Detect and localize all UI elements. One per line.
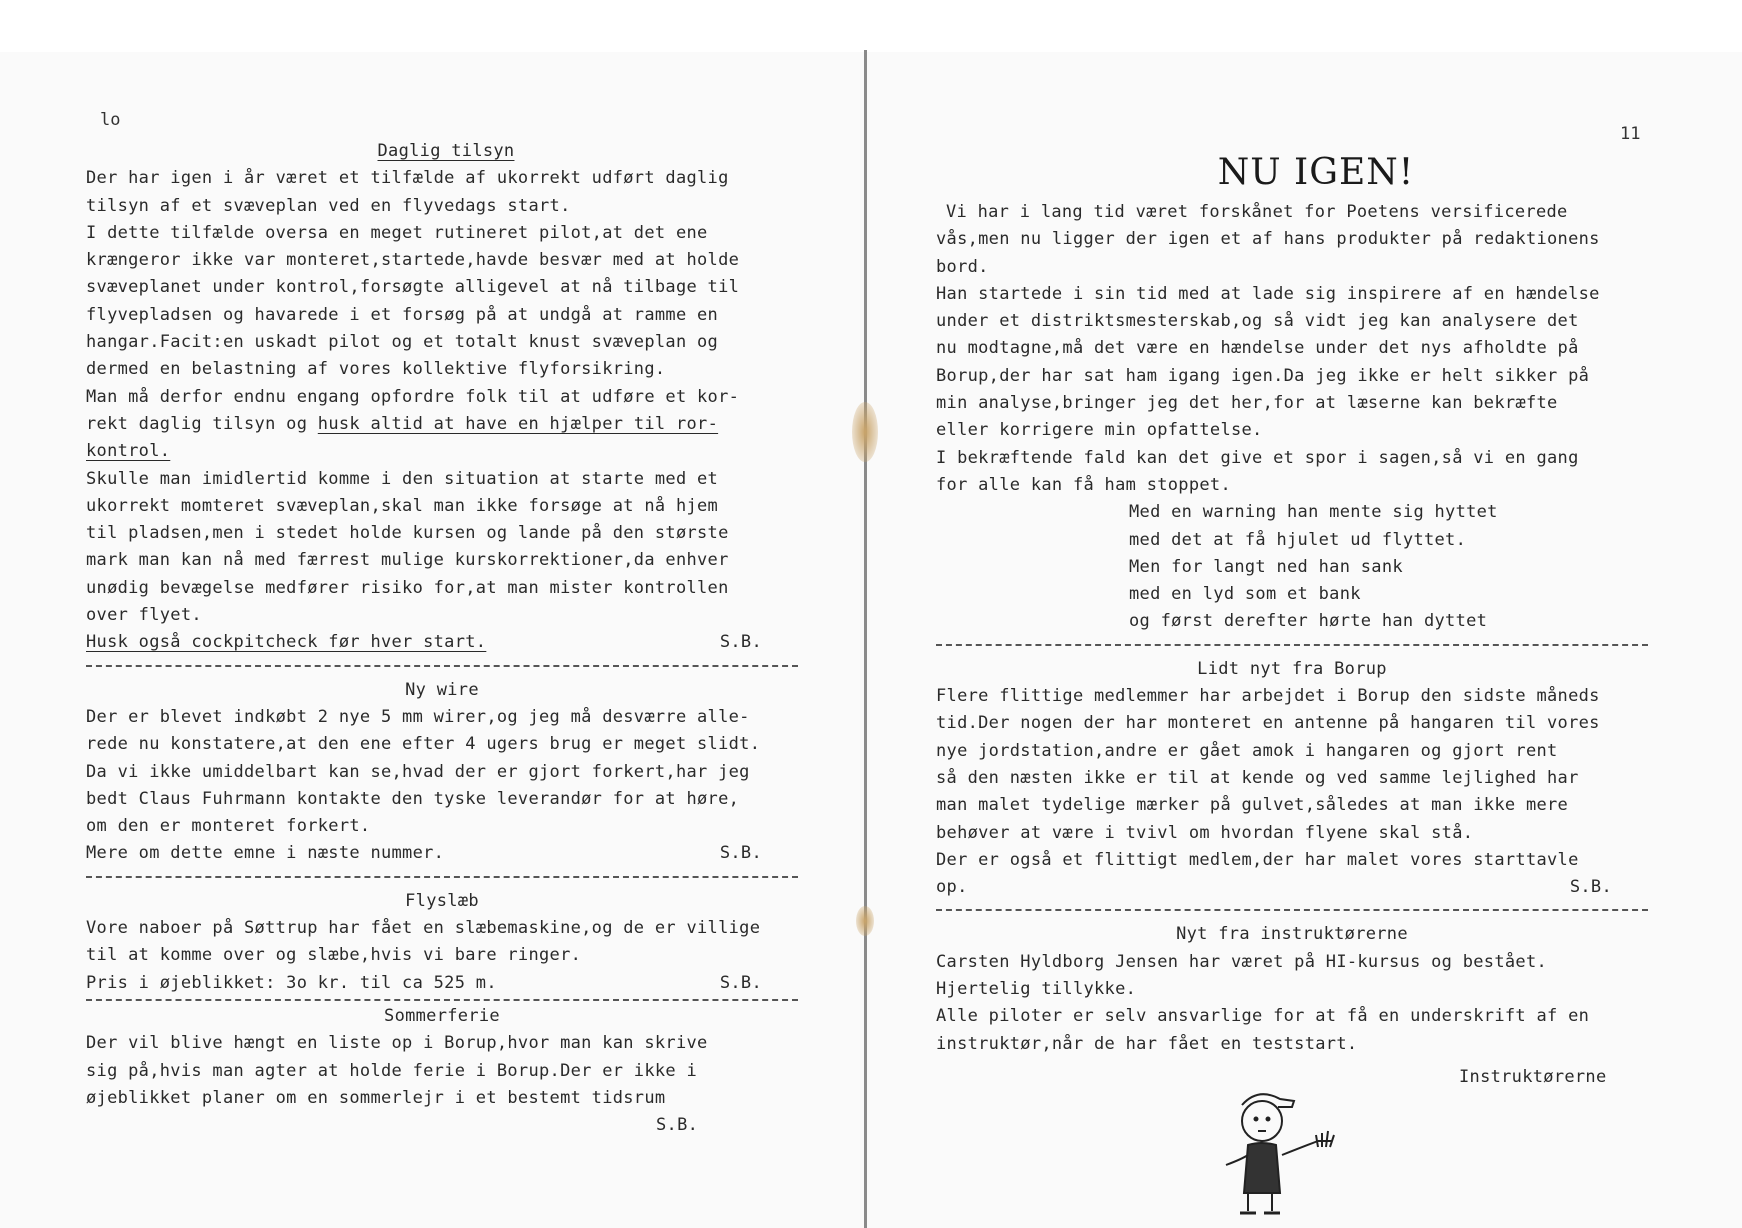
section-divider [86,876,798,878]
text-line: Borup,der har sat ham igang igen.Da jeg ikke er helt sikker på [936,365,1590,386]
text-line: til at komme over og slæbe,hvis vi bare ringer. [86,945,582,966]
booklet-spine [864,50,867,1228]
text-line: øjeblikket planer om en sommerlejr i et bestemt tidsrum [86,1087,666,1108]
text-line: svæveplanet under kontrol,forsøgte alligevel at nå tilbage til [86,277,740,298]
text-line: Flere flittige medlemmer har arbejdet i Borup den sidste måneds [936,686,1600,707]
signature: S.B. [719,843,762,864]
left-page [86,108,806,1139]
signature: S.B. [656,1115,699,1136]
signature: S.B. [719,632,762,653]
poem-line: med en lyd som et bank [1129,584,1361,605]
text-line: ukorrekt momteret svæveplan,skal man ikke forsøge at nå hjem [86,495,719,516]
poem [936,499,1656,635]
text-line: vås,men nu ligger der igen et af hans produkter på redaktionens [936,229,1600,250]
text-line: Vore naboer på Søttrup har fået en slæbemaskine,og de er villige [86,918,761,939]
sommerferie-body [86,1030,806,1139]
flyslaeb-body [86,915,806,997]
page-title: NU IGEN! [1217,152,1415,193]
page-number-right: 11 [1620,124,1641,144]
section-heading-flyslaeb: Flyslæb [405,890,479,911]
poem-line: og først derefter hørte han dyttet [1129,611,1488,632]
text-line: til pladsen,men i stedet holde kursen og lande på den største [86,523,729,544]
ny-wire-body [86,704,806,868]
text-line: eller korrigere min opfattelse. [936,420,1263,441]
right-page [936,120,1656,1091]
text-line: Der har igen i år været et tilfælde af ukorrekt udført daglig [86,168,729,189]
scan-top-margin [0,0,1742,52]
text-line: over flyet. [86,605,202,626]
borup-body [936,683,1656,901]
text-line: min analyse,bringer jeg det her,for at læserne kan bekræfte [936,393,1558,414]
text-line: krængeror ikke var monteret,startede,havde besvær med at holde [86,250,740,271]
text-line-signed: Mere om dette emne i næste nummer. S.B. [86,840,762,867]
poem-line: Med en warning han mente sig hyttet [1129,502,1498,523]
section-divider [936,644,1648,646]
text-line: Skulle man imidlertid komme i den situation at starte med et [86,468,719,489]
text-line: Der er blevet indkøbt 2 nye 5 mm wirer,og jeg må desværre alle- [86,706,750,727]
text-line-signed: op. S.B. [936,874,1612,901]
text-line: så den næsten ikke er til at kende og ved samme lejlighed har [936,767,1579,788]
section-heading-ny-wire: Ny wire [405,679,479,700]
text-line: nu modtagne,må det være en hændelse under det nys afholdte på [936,338,1579,359]
text-line: Der er også et flittigt medlem,der har malet vores starttavle [936,849,1579,870]
text-line: rekt daglig tilsyn og husk altid at have en hjælper til ror- [86,413,719,434]
text-line: kontrol. [86,441,171,462]
section-heading-borup: Lidt nyt fra Borup [1197,658,1387,679]
text-line: Vi har i lang tid været forskånet for Poetens versificerede [946,202,1568,222]
text-line: instruktør,når de har fået en teststart. [936,1033,1358,1054]
text-line: behøver at være i tvivl om hvordan flyene skal stå. [936,822,1474,843]
text-line: dermed en belastning af vores kollektive flyforsikring. [86,359,666,380]
text-line: mark man kan nå med færrest mulige kurskorrektioner,da enhver [86,550,729,571]
text-line: I bekræftende fald kan det give et spor i sagen,så vi en gang [936,447,1579,468]
text-line: hangar.Facit:en uskadt pilot og et totalt knust svæveplan og [86,332,719,353]
text-line: Der vil blive hængt en liste op i Borup,hvor man kan skrive [86,1033,708,1054]
cartoon-boy-illustration [1222,1085,1352,1225]
text-line: Carsten Hyldborg Jensen har været på HI-kursus og bestået. [936,951,1548,972]
text-line: bedt Claus Fuhrmann kontakte den tyske leverandør for at høre, [86,788,740,809]
signature: S.B. [719,972,762,993]
section-divider [86,999,798,1001]
staple-rust-stain [852,402,878,462]
text-line: Alle piloter er selv ansvarlige for at få en underskrift af en [936,1006,1590,1027]
signature: Instruktørerne [1459,1066,1607,1087]
text-line: tilsyn af et svæveplan ved en flyvedags start. [86,195,571,216]
text-line: man malet tydelige mærker på gulvet,således at man ikke mere [936,795,1569,816]
text-line: flyvepladsen og havarede i et forsøg på at undgå at ramme en [86,304,719,325]
section-heading-instruktoerer: Nyt fra instruktørerne [1176,924,1408,945]
text-line: rede nu konstatere,at den ene efter 4 ugers brug er meget slidt. [86,734,761,755]
section-divider [936,909,1648,911]
intro-body [936,199,1656,499]
text-line: nye jordstation,andre er gået amok i hangaren og gjort rent [936,740,1558,761]
staple-rust-stain [856,906,874,936]
text-line-signed: Husk også cockpitcheck før hver start. S.B. [86,629,762,656]
text-line: Han startede i sin tid med at lade sig inspirere af en hændelse [936,283,1600,304]
text-line: Da vi ikke umiddelbart kan se,hvad der er gjort forkert,har jeg [86,761,750,782]
text-line: sig på,hvis man agter at holde ferie i Borup.Der er ikke i [86,1060,698,1081]
section-heading-sommerferie: Sommerferie [384,1005,500,1026]
text-line: unødig bevægelse medfører risiko for,at man mister kontrollen [86,577,729,598]
daglig-tilsyn-body [86,165,806,656]
instruktoer-body [936,949,1656,1091]
text-line: under et distriktsmesterskab,og så vidt jeg kan analysere det [936,311,1579,332]
page-number-left: lo [100,110,121,130]
text-line: Hjertelig tillykke. [936,979,1137,1000]
text-line: om den er monteret forkert. [86,816,371,837]
text-line: for alle kan få ham stoppet. [936,474,1231,495]
text-line: tid.Der nogen der har monteret en antenne på hangaren til vores [936,713,1600,734]
poem-line: Men for langt ned han sank [1129,556,1403,577]
section-divider [86,665,798,667]
text-line: Man må derfor endnu engang opfordre folk til at udføre et kor- [86,386,740,407]
signature: S.B. [1569,877,1612,898]
section-heading-daglig-tilsyn: Daglig tilsyn [377,141,515,161]
text-line: bord. [936,256,989,277]
poem-line: med det at få hjulet ud flyttet. [1129,529,1467,550]
text-line: I dette tilfælde oversa en meget rutineret pilot,at det ene [86,222,708,243]
text-line-signed: Pris i øjeblikket: 3o kr. til ca 525 m. S.B. [86,970,762,997]
